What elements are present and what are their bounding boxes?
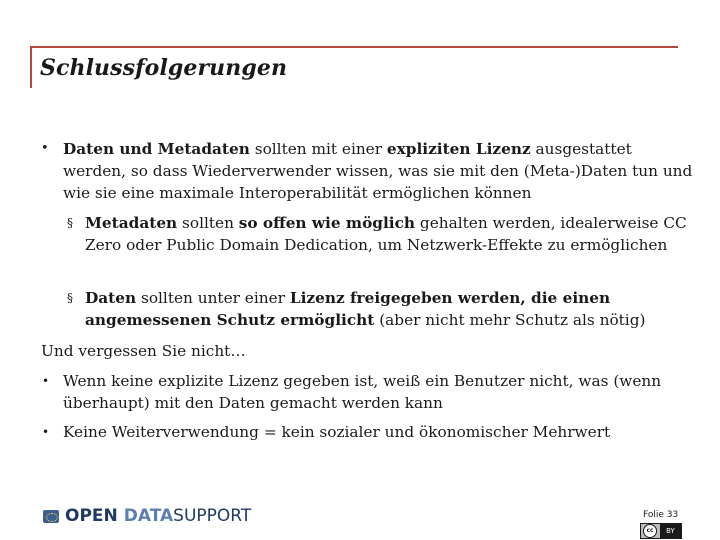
by-icon: BY — [660, 524, 681, 538]
slide-title: Schlussfolgerungen — [40, 55, 288, 81]
bold-term: Metadaten — [85, 214, 178, 232]
title-accent-corner — [30, 46, 32, 88]
bullet-text: Wenn keine explizite Lizenz gegeben ist, weiß ein Benutzer nicht, was (wenn überhaupt) mit den Daten gemacht werden kann — [63, 372, 662, 412]
bullet-marker: • — [42, 374, 50, 388]
logo-word-open: OPEN — [65, 506, 118, 526]
cc-circle-icon: cc — [643, 524, 657, 538]
open-data-support-logo — [43, 505, 251, 527]
sub-bullet-data — [67, 287, 690, 331]
bullet-marker: • — [42, 425, 50, 439]
bullet-text: sollten — [177, 214, 239, 232]
sub-bullet-marker: § — [67, 216, 73, 230]
logo-word-support: SUPPORT — [173, 506, 252, 526]
slide-number: Folie 33 — [643, 510, 679, 520]
bullet-no-license — [42, 370, 693, 414]
cc-by-license-icon — [640, 523, 682, 539]
bullet-marker: • — [41, 141, 49, 156]
title-accent-line — [30, 46, 678, 48]
bold-term: Lizenz freigegeben werden, die einen angemessenen Schutz ermöglicht — [85, 289, 611, 329]
bold-term: Daten und Metadaten — [63, 140, 250, 158]
bullet-text: Keine Weiterverwendung = kein sozialer und ökonomischer Mehrwert — [63, 423, 611, 441]
bold-term: so offen wie möglich — [238, 214, 416, 232]
bold-term: Daten — [85, 289, 137, 307]
bullet-licensing — [41, 138, 693, 204]
bullet-text: ausgestattet werden, so dass Wiederverwender wissen, was sie mit den (Meta-)Daten tun und wie sie eine maximale Interoperabilität ermöglichen können — [63, 140, 693, 202]
reminder-heading: Und vergessen Sie nicht… — [41, 342, 246, 360]
bullet-text: (aber nicht mehr Schutz als nötig) — [374, 311, 646, 329]
bullet-text: gehalten werden, idealerweise CC Zero oder Public Domain Dedication, um Netzwerk-Effekte zu ermöglichen — [85, 214, 687, 254]
bold-term: expliziten Lizenz — [386, 140, 531, 158]
bullet-text: sollten unter einer — [136, 289, 290, 307]
bullet-text: sollten mit einer — [249, 140, 387, 158]
sub-bullet-metadata — [67, 212, 690, 256]
logo-word-data: DATA — [123, 506, 174, 526]
eu-flag-icon — [43, 510, 59, 523]
bullet-no-reuse — [42, 421, 693, 443]
sub-bullet-marker: § — [67, 291, 73, 305]
